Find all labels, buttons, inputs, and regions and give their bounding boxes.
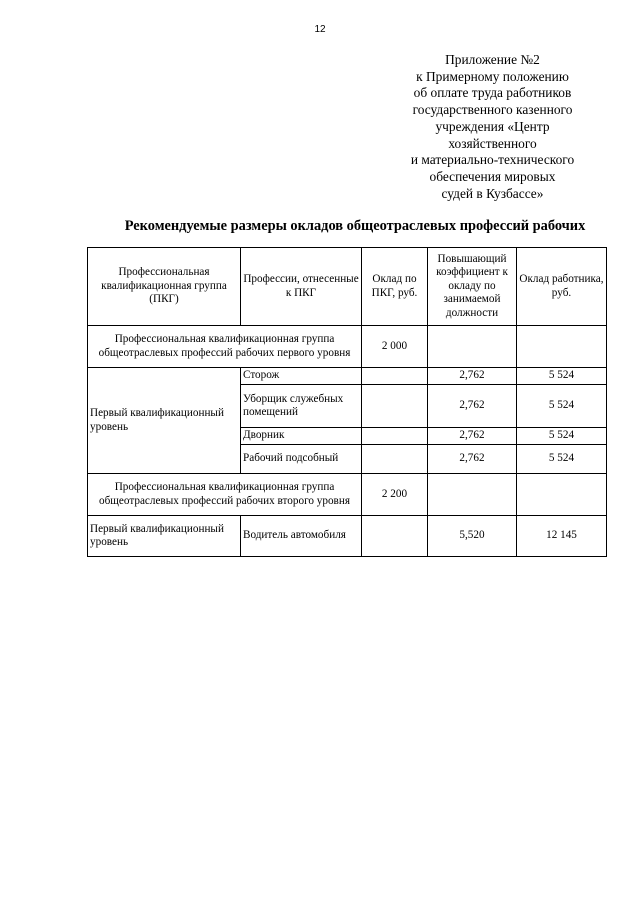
- empty-cell: [428, 326, 517, 368]
- empty-cell: [362, 516, 428, 557]
- header-employee-salary: Оклад работника, руб.: [517, 248, 607, 326]
- header-group: Профессиональная квалификационная группа (ПКГ): [88, 248, 241, 326]
- group-title: Профессиональная квалификационная группа общеотраслевых профессий рабочих первого уровня: [88, 326, 362, 368]
- header-coefficient: Повышающий коэффициент к окладу по занимаемой должности: [428, 248, 517, 326]
- coefficient-cell: 2,762: [428, 428, 517, 445]
- table-row: [88, 474, 607, 516]
- table-row: [88, 326, 607, 368]
- profession-cell: Сторож: [241, 368, 362, 385]
- salary-cell: 5 524: [517, 428, 607, 445]
- appendix-line: хозяйственного: [448, 135, 537, 151]
- appendix-line: к Примерному положению: [416, 68, 569, 84]
- header-pkg-salary: Оклад по ПКГ, руб.: [362, 248, 428, 326]
- salary-cell: 5 524: [517, 445, 607, 474]
- page-number: 12: [314, 24, 326, 35]
- pkg-salary-cell: 2 000: [362, 326, 428, 368]
- appendix-line: государственного казенного: [412, 102, 573, 118]
- appendix-line: и материально-технического: [410, 152, 575, 168]
- table-row: [88, 368, 607, 385]
- empty-cell: [362, 385, 428, 428]
- appendix-line: судей в Кузбассе»: [441, 185, 544, 201]
- coefficient-cell: 5,520: [428, 516, 517, 557]
- empty-cell: [362, 445, 428, 474]
- salary-cell: 12 145: [517, 516, 607, 557]
- document-title: Рекомендуемые размеры окладов общеотраслевых профессий рабочих: [124, 218, 586, 234]
- salary-table: [87, 247, 607, 557]
- salary-cell: 5 524: [517, 368, 607, 385]
- coefficient-cell: 2,762: [428, 385, 517, 428]
- profession-cell: Рабочий подсобный: [241, 445, 362, 474]
- header-professions: Профессии, отнесенные к ПКГ: [241, 248, 362, 326]
- empty-cell: [362, 368, 428, 385]
- appendix-line: учреждения «Центр: [435, 118, 550, 134]
- profession-cell: Водитель автомобиля: [241, 516, 362, 557]
- salary-cell: 5 524: [517, 385, 607, 428]
- empty-cell: [517, 474, 607, 516]
- profession-cell: Дворник: [241, 428, 362, 445]
- appendix-line: обеспечения мировых: [429, 168, 556, 184]
- table-row: [88, 516, 607, 557]
- appendix-line: об оплате труда работников: [413, 85, 572, 101]
- pkg-salary-cell: 2 200: [362, 474, 428, 516]
- qualification-level-cell: Первый квалификационный уровень: [88, 516, 241, 557]
- group-title: Профессиональная квалификационная группа общеотраслевых профессий рабочих второго уровня: [88, 474, 362, 516]
- table-header-row: [88, 248, 607, 326]
- coefficient-cell: 2,762: [428, 368, 517, 385]
- coefficient-cell: 2,762: [428, 445, 517, 474]
- appendix-line: Приложение №2: [445, 52, 540, 67]
- empty-cell: [362, 428, 428, 445]
- empty-cell: [428, 474, 517, 516]
- empty-cell: [517, 326, 607, 368]
- profession-cell: Уборщик служебных помещений: [241, 385, 362, 428]
- qualification-level-cell: Первый квалификационный уровень: [88, 368, 241, 474]
- appendix-header: [380, 52, 605, 202]
